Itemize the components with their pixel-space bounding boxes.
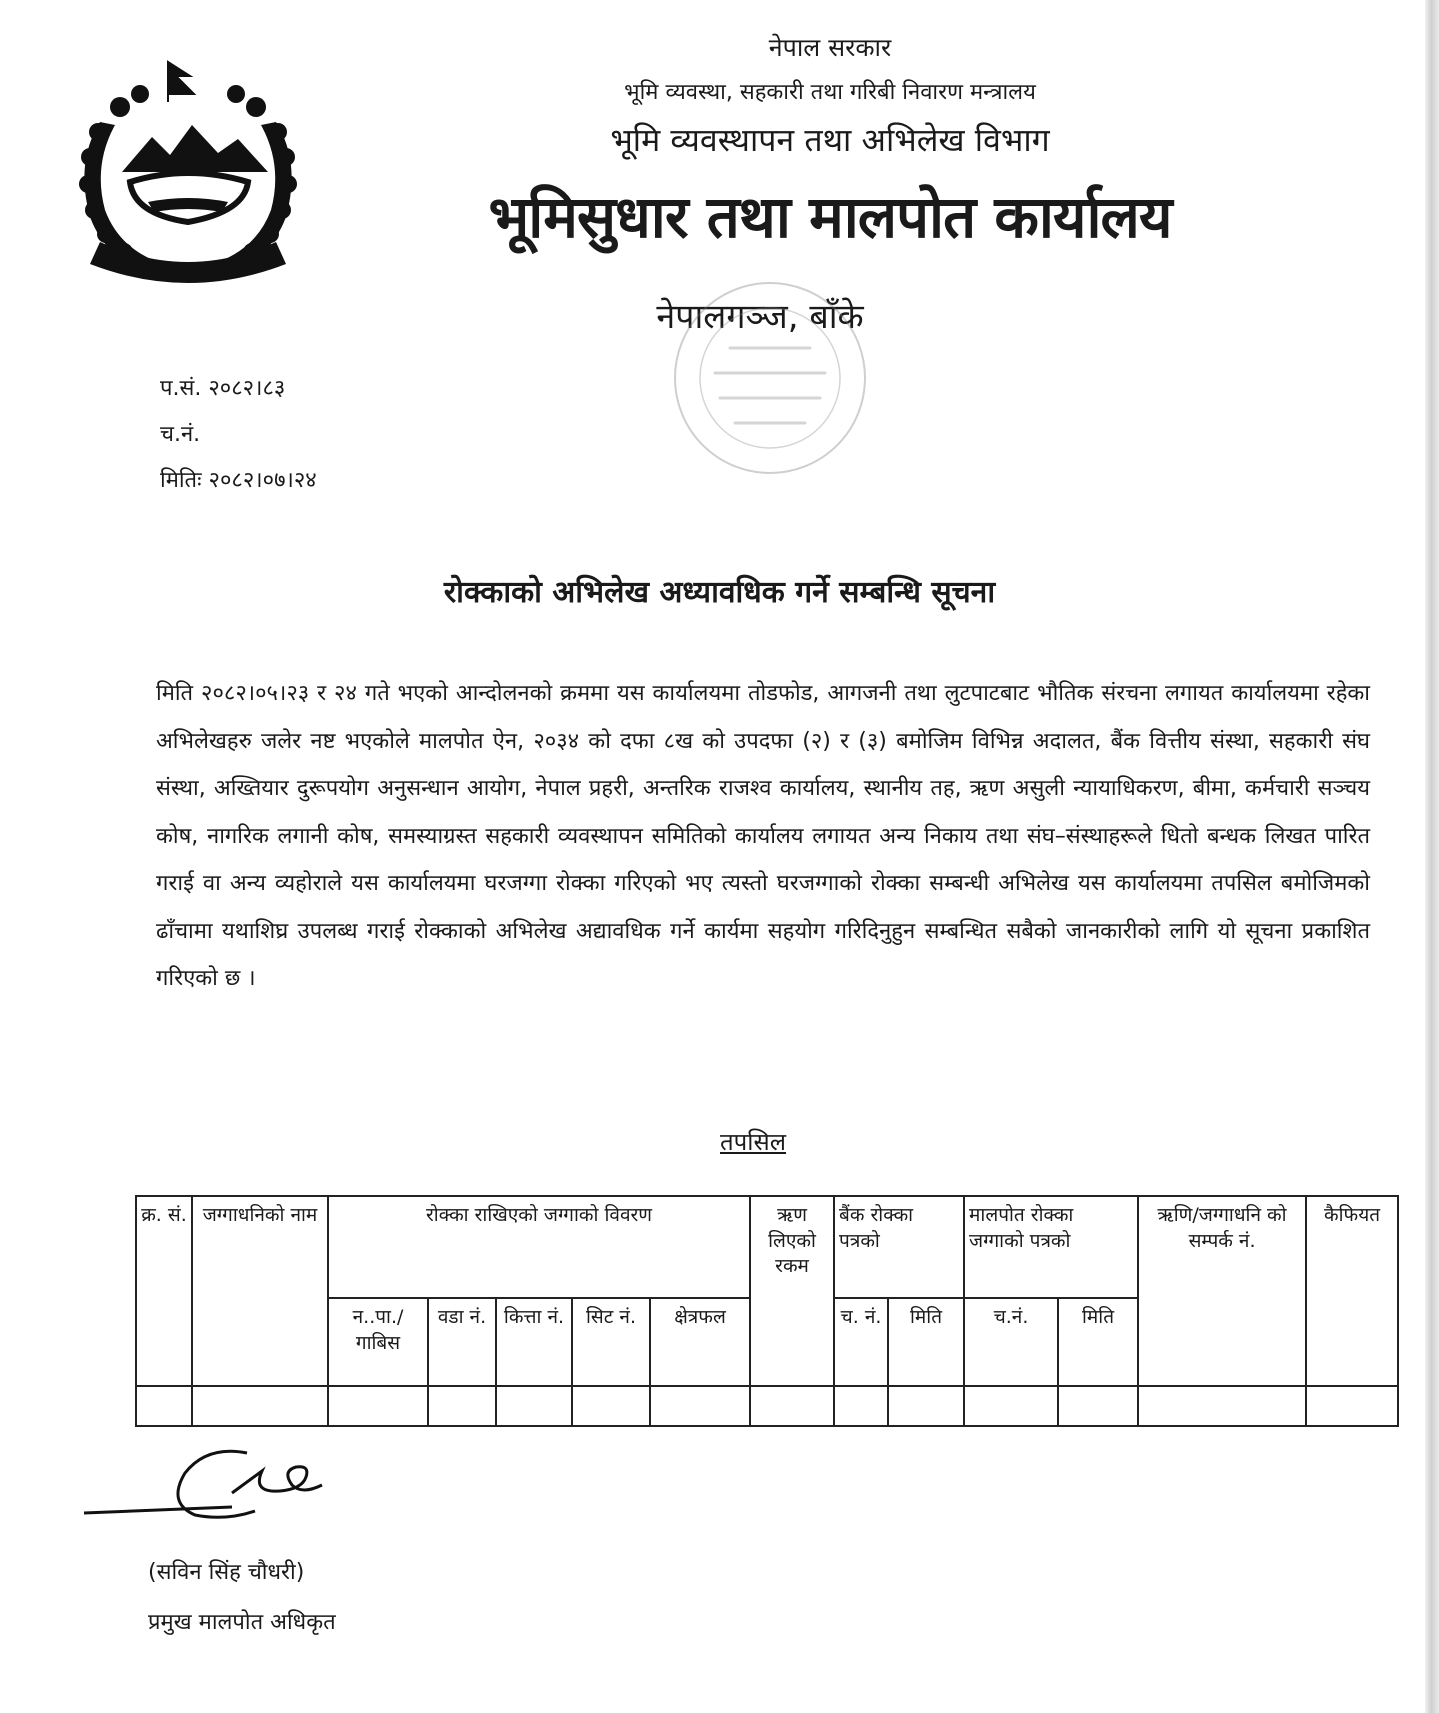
office-name: भूमिसुधार तथा मालपोत कार्यालय [488,183,1172,251]
table-cell [192,1386,328,1426]
table-cell [1138,1386,1306,1426]
table-row [136,1386,1398,1426]
office-location: नेपालगञ्ज, बाँके [656,297,864,337]
col-land-details: रोक्का राखिएको जग्गाको विवरण [328,1196,750,1298]
page-edge [1425,0,1439,1713]
col-sheet: सिट नं. [572,1298,650,1386]
table-cell [964,1386,1058,1426]
col-municipality: न..पा./ गाबिस [328,1298,428,1386]
col-bank-letter: बैंक रोक्का पत्रको [834,1196,964,1298]
notice-body: मिति २०८२।०५।२३ र २४ गते भएको आन्दोलनको क्रममा यस कार्यालयमा तोडफोड, आगजनी तथा लुटपाटबाट भौतिक संरचना लगायत कार्यालयमा रहेका अभिलेखहरु जलेर नष्ट भएकोले मालपोत ऐन, २०३४ को दफा ८ख को उपदफा (२) र (३) बमोजिम विभिन्न अदालत, बैंक वित्तीय संस्था, सहकारी संघ संस्था, अख्तियार दुरूपयोग अनुसन्धान आयोग, नेपाल प्रहरी, अन्तरिक राजश्व कार्यालय, स्थानीय तह, ऋण असुली न्यायाधिकरण, बीमा, कर्मचारी सञ्चय कोष, नागरिक लगानी कोष, समस्याग्रस्त सहकारी व्यवस्थापन समितिको कार्यालय लगायत अन्य निकाय तथा संघ–संस्थाहरूले धितो बन्धक लिखत पारित गराई वा अन्य व्यहोराले यस कार्यालयमा घरजग्गा रोक्का गरिएको भए त्यस्तो घरजग्गाको रोक्का सम्बन्धी अभिलेख यस कार्यालयमा तपसिल बमोजिमको ढाँचामा यथाशिघ्र उपलब्ध गराई रोक्काको अभिलेख अद्यावधिक गर्ने कार्यमा सहयोग गरिदिनुहुन सम्बन्धित सबैको जानकारीको लागि यो सूचना प्रकाशित गरिएको छ । [156,681,1370,991]
notice-date: मितिः २०८२।०७।२४ [160,468,317,493]
nepal-emblem-icon [60,52,316,284]
col-malpot-date: मिति [1058,1298,1138,1386]
dispatch-number: च.नं. [160,422,201,447]
col-bank-date: मिति [888,1298,964,1386]
col-ward: वडा नं. [428,1298,496,1386]
department-name: भूमि व्यवस्थापन तथा अभिलेख विभाग [610,121,1050,159]
table-header-row [136,1196,1398,1298]
notice-subject: रोक्काको अभिलेख अध्यावधिक गर्ने सम्बन्धि सूचना [443,575,996,610]
table-cell [496,1386,572,1426]
office-stamp-icon [660,278,880,488]
col-sn: क्र. सं. [136,1196,192,1386]
col-remarks: कैफियत [1306,1196,1398,1386]
signatory-title: प्रमुख मालपोत अधिकृत [148,1610,336,1635]
schedule-table [135,1195,1399,1427]
col-malpot-dispatch: च.नं. [964,1298,1058,1386]
col-malpot-letter: मालपोत रोक्का जग्गाको पत्रको [964,1196,1138,1298]
signature-icon [82,1435,342,1525]
table-cell [750,1386,834,1426]
government-name: नेपाल सरकार [768,33,892,62]
col-loan-amount: ऋण लिएको रकम [750,1196,834,1386]
col-bank-dispatch: च. नं. [834,1298,888,1386]
fiscal-year-ref: प.सं. २०८२।८३ [160,376,286,401]
table-cell [428,1386,496,1426]
table-cell [888,1386,964,1426]
table-cell [1058,1386,1138,1426]
ministry-name: भूमि व्यवस्था, सहकारी तथा गरिबी निवारण मन्त्रालय [624,80,1036,105]
col-owner-name: जग्गाधनिको नाम [192,1196,328,1386]
table-cell [1306,1386,1398,1426]
signatory-name: (सविन सिंह चौधरी) [148,1560,305,1585]
col-contact: ऋणि/जग्गाधनि को सम्पर्क नं. [1138,1196,1306,1386]
table-cell [572,1386,650,1426]
col-plot: कित्ता नं. [496,1298,572,1386]
table-cell [328,1386,428,1426]
schedule-heading: तपसिल [720,1128,787,1156]
table-cell [650,1386,750,1426]
table-cell [834,1386,888,1426]
col-area: क्षेत्रफल [650,1298,750,1386]
table-cell [136,1386,192,1426]
